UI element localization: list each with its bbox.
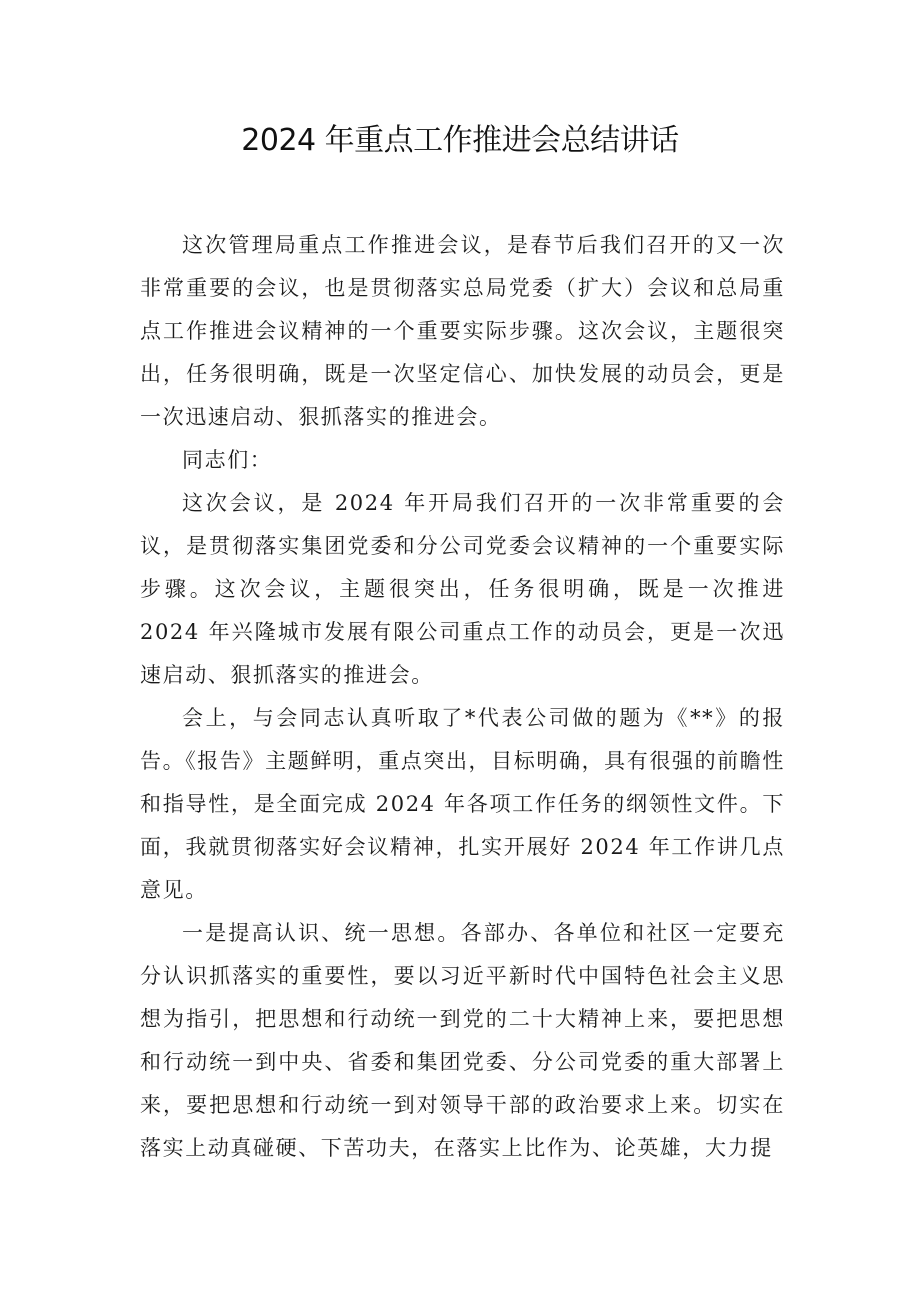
document-title: 2024 年重点工作推进会总结讲话 xyxy=(241,123,679,158)
paragraph-intro: 这次管理局重点工作推进会议，是春节后我们召开的又一次非常重要的会议，也是贯彻落实总局党委（扩大）会议和总局重点工作推进会议精神的一个重要实际步骤。这次会议，主题很突出，任务很明确，既是一次坚定信心、加快发展的动员会，更是一次迅速启动、狠抓落实的推进会。 xyxy=(140,233,785,429)
paragraph-meeting-significance: 这次会议，是 2024 年开局我们召开的一次非常重要的会议，是贯彻落实集团党委和分公司党委会议精神的一个重要实际步骤。这次会议，主题很突出，任务很明确，既是一次推进 2024 年兴隆城市发展有限公司重点工作的动员会，更是一次迅速启动、狠抓落实的推进会。 xyxy=(140,491,785,687)
document-body xyxy=(140,224,785,1170)
paragraph-point-one: 一是提高认识、统一思想。各部办、各单位和社区一定要充分认识抓落实的重要性，要以习近平新时代中国特色社会主义思想为指引，把思想和行动统一到党的二十大精神上来，要把思想和行动统一到中央、省委和集团党委、分公司党委的重大部署上来，要把思想和行动统一到对领导干部的政治要求上来。切实在落实上动真碰硬、下苦功夫，在落实上比作为、论英雄，大力提 xyxy=(140,921,785,1160)
paragraph-salutation: 同志们： xyxy=(182,448,273,472)
paragraph-report: 会上，与会同志认真听取了*代表公司做的题为《**》的报告。《报告》主题鲜明，重点突出，目标明确，具有很强的前瞻性和指导性，是全面完成 2024 年各项工作任务的纲领性文件。下面，我就贯彻落实好会议精神，扎实开展好 2024 年工作讲几点意见。 xyxy=(140,706,785,902)
